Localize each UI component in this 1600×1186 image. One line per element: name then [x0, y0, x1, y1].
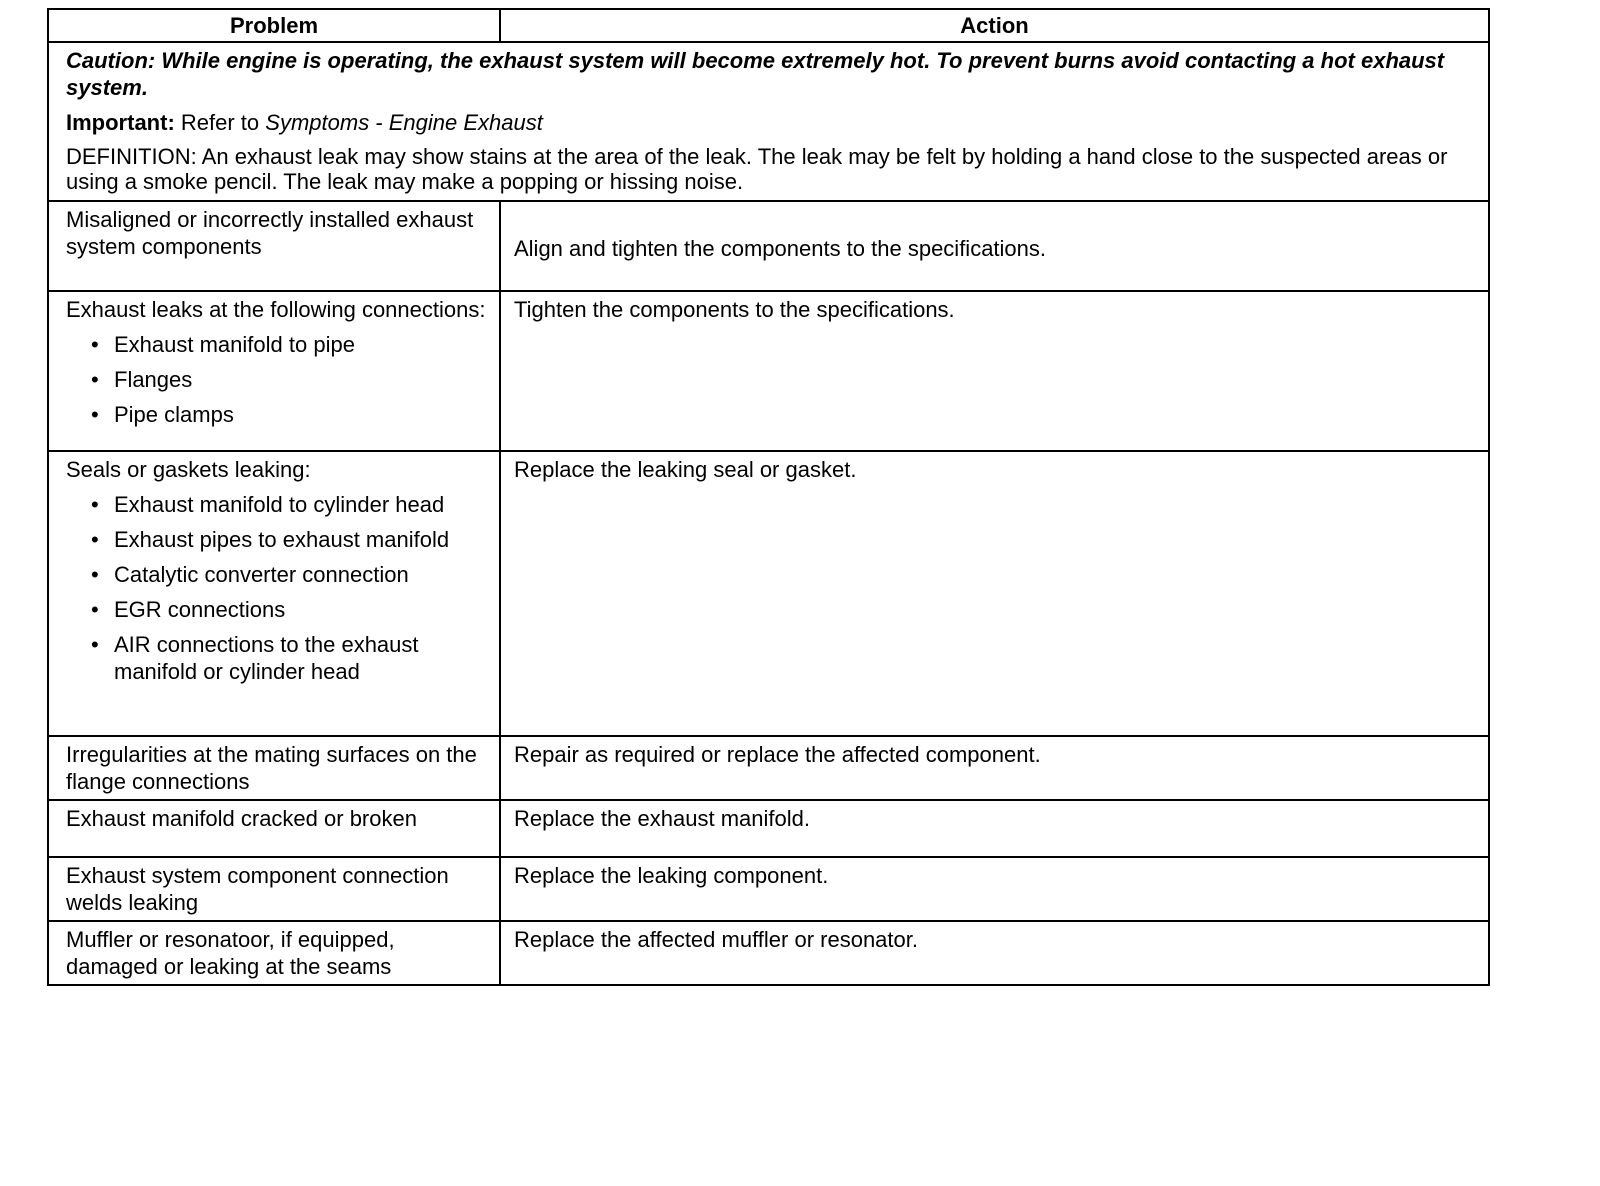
action-text: Repair as required or replace the affected component.: [514, 742, 1041, 767]
action-text: Replace the exhaust manifold.: [514, 806, 810, 831]
action-cell: [500, 736, 1489, 800]
list-item-text: EGR connections: [114, 597, 286, 622]
action-cell: [500, 921, 1489, 985]
list-item: [66, 526, 487, 553]
list-item-text: AIR connections to the exhaust manifold or cylinder head: [114, 632, 419, 684]
bullet-icon: •: [91, 402, 99, 427]
problem-column-header: Problem: [48, 9, 500, 42]
list-item-text: Pipe clamps: [114, 402, 234, 427]
table-row: [48, 857, 1489, 921]
bullet-icon: •: [91, 632, 99, 657]
problem-text: Misaligned or incorrectly installed exhaust system components: [66, 207, 474, 259]
table-row: [48, 291, 1489, 451]
problem-text: Irregularities at the mating surfaces on the flange connections: [66, 742, 477, 794]
problem-cell: [48, 857, 500, 921]
problem-text: Muffler or resonatoor, if equipped, damaged or leaking at the seams: [66, 927, 395, 979]
table-row: [48, 800, 1489, 857]
table-header-row: [48, 9, 1489, 42]
problem-cell: [48, 921, 500, 985]
action-text: Replace the affected muffler or resonator.: [514, 927, 918, 952]
problem-text: Exhaust system component connection welds leaking: [66, 863, 449, 915]
problem-text: Seals or gaskets leaking:: [66, 457, 311, 482]
action-cell: [500, 800, 1489, 857]
list-item: [66, 331, 487, 358]
table-row: [48, 736, 1489, 800]
definition-text: DEFINITION: An exhaust leak may show stains at the area of the leak. The leak may be felt by holding a hand close to the suspected areas or using a smoke pencil. The leak may make a popping or hissing noise.: [66, 144, 1448, 194]
problem-cell: [48, 451, 500, 736]
list-item: [66, 401, 487, 428]
important-text: Refer to: [180, 110, 260, 135]
action-column-header: Action: [500, 9, 1489, 42]
important-reference: Symptoms - Engine Exhaust: [265, 110, 543, 135]
list-item: [66, 491, 487, 518]
bullet-icon: •: [91, 332, 99, 357]
table-row: [48, 451, 1489, 736]
bullet-icon: •: [91, 527, 99, 552]
action-cell: [500, 857, 1489, 921]
caution-text: Caution: While engine is operating, the exhaust system will become extremely hot. To prevent burns avoid contacting a hot exhaust system.: [66, 48, 1445, 100]
problem-cell: [48, 291, 500, 451]
action-text: Replace the leaking seal or gasket.: [514, 457, 857, 482]
bullet-icon: •: [91, 597, 99, 622]
notice-row: [48, 42, 1489, 201]
problem-cell: [48, 736, 500, 800]
list-item-text: Exhaust manifold to cylinder head: [114, 492, 445, 517]
important-label: Important:: [66, 110, 175, 135]
list-item-text: Catalytic converter connection: [114, 562, 409, 587]
action-text: Tighten the components to the specifications.: [514, 297, 955, 322]
bullet-icon: •: [91, 562, 99, 587]
bullet-list: [66, 331, 487, 428]
bullet-icon: •: [91, 492, 99, 517]
list-item: [66, 596, 487, 623]
list-item-text: Exhaust pipes to exhaust manifold: [114, 527, 450, 552]
list-item: [66, 561, 487, 588]
bullet-icon: •: [91, 367, 99, 392]
list-item: [66, 631, 487, 685]
problem-cell: [48, 800, 500, 857]
table-row: [48, 201, 1489, 291]
action-text: Align and tighten the components to the specifications.: [514, 235, 1047, 261]
notice-cell: [48, 42, 1489, 201]
problem-text: Exhaust manifold cracked or broken: [66, 806, 417, 831]
table-row: [48, 921, 1489, 985]
list-item-text: Flanges: [114, 367, 193, 392]
list-item-text: Exhaust manifold to pipe: [114, 332, 355, 357]
action-text: Replace the leaking component.: [514, 863, 829, 888]
important-note: [66, 109, 1472, 136]
diagnostic-table: [47, 8, 1490, 986]
problem-text: Exhaust leaks at the following connections:: [66, 297, 486, 322]
list-item: [66, 366, 487, 393]
action-cell: [500, 201, 1489, 291]
problem-cell: [48, 201, 500, 291]
action-cell: [500, 451, 1489, 736]
bullet-list: [66, 491, 487, 685]
action-cell: [500, 291, 1489, 451]
